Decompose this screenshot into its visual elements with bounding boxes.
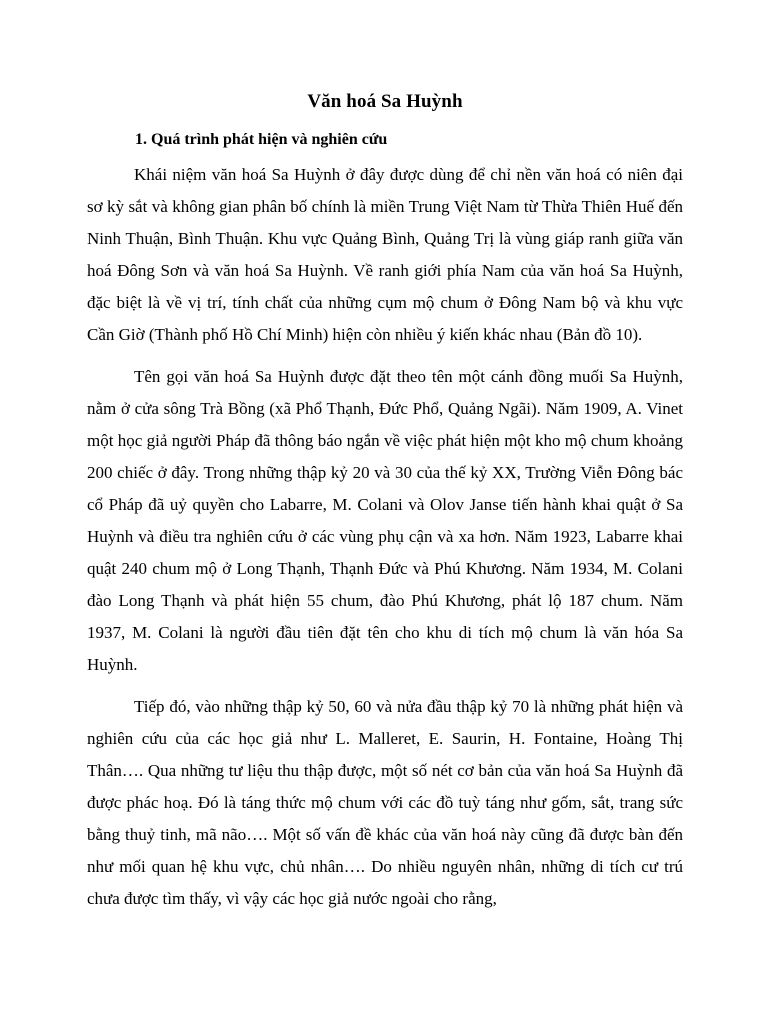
paragraph-naming-history: Tên gọi văn hoá Sa Huỳnh được đặt theo tên một cánh đồng muối Sa Huỳnh, nằm ở cửa sông Trà Bồng (xã Phổ Thạnh, Đức Phổ, Quảng Ngãi). Năm 1909, A. Vinet một học giả người Pháp đã thông báo ngắn về việc phát hiện một kho mộ chum khoảng 200 chiếc ở đây. Trong những thập kỷ 20 và 30 của thế kỷ XX, Trường Viễn Đông bác cổ Pháp đã uỷ quyền cho Labarre, M. Colani và Olov Janse tiến hành khai quật ở Sa Huỳnh và điều tra nghiên cứu ở các vùng phụ cận và xa hơn. Năm 1923, Labarre khai quật 240 chum mộ ở Long Thạnh, Thạnh Đức và Phú Khương. Năm 1934, M. Colani đào Long Thạnh và phát hiện 55 chum, đào Phú Khương, phát lộ 187 chum. Năm 1937, M. Colani là người đầu tiên đặt tên cho khu di tích mộ chum là văn hóa Sa Huỳnh. bbox=[87, 366, 683, 674]
paragraph-later-research: Tiếp đó, vào những thập kỷ 50, 60 và nửa đầu thập kỷ 70 là những phát hiện và nghiên cứu của các học giả như L. Malleret, E. Saurin, H. Fontaine, Hoàng Thị Thân…. Qua những tư liệu thu thập được, một số nét cơ bản của văn hoá Sa Huỳnh đã được phác hoạ. Đó là táng thức mộ chum với các đồ tuỳ táng như gốm, sắt, trang sức bằng thuỷ tinh, mã não…. Một số vấn đề khác của văn hoá này cũng đã được bàn đến như mối quan hệ khu vực, chủ nhân…. Do nhiều nguyên nhân, những di tích cư trú chưa được tìm thấy, vì vậy các học giả nước ngoài cho rằng, bbox=[87, 696, 683, 908]
section-heading: 1. Quá trình phát hiện và nghiên cứu bbox=[135, 130, 388, 148]
document-title: Văn hoá Sa Huỳnh bbox=[307, 91, 463, 112]
paragraph-definition: Khái niệm văn hoá Sa Huỳnh ở đây được dùng để chỉ nền văn hoá có niên đại sơ kỳ sắt và không gian phân bố chính là miền Trung Việt Nam từ Thừa Thiên Huế đến Ninh Thuận, Bình Thuận. Khu vực Quảng Bình, Quảng Trị là vùng giáp ranh giữa văn hoá Đông Sơn và văn hoá Sa Huỳnh. Về ranh giới phía Nam của văn hoá Sa Huỳnh, đặc biệt là về vị trí, tính chất của những cụm mộ chum ở Đông Nam bộ và khu vực Cần Giờ (Thành phố Hồ Chí Minh) hiện còn nhiều ý kiến khác nhau (Bản đồ 10). bbox=[87, 164, 683, 344]
